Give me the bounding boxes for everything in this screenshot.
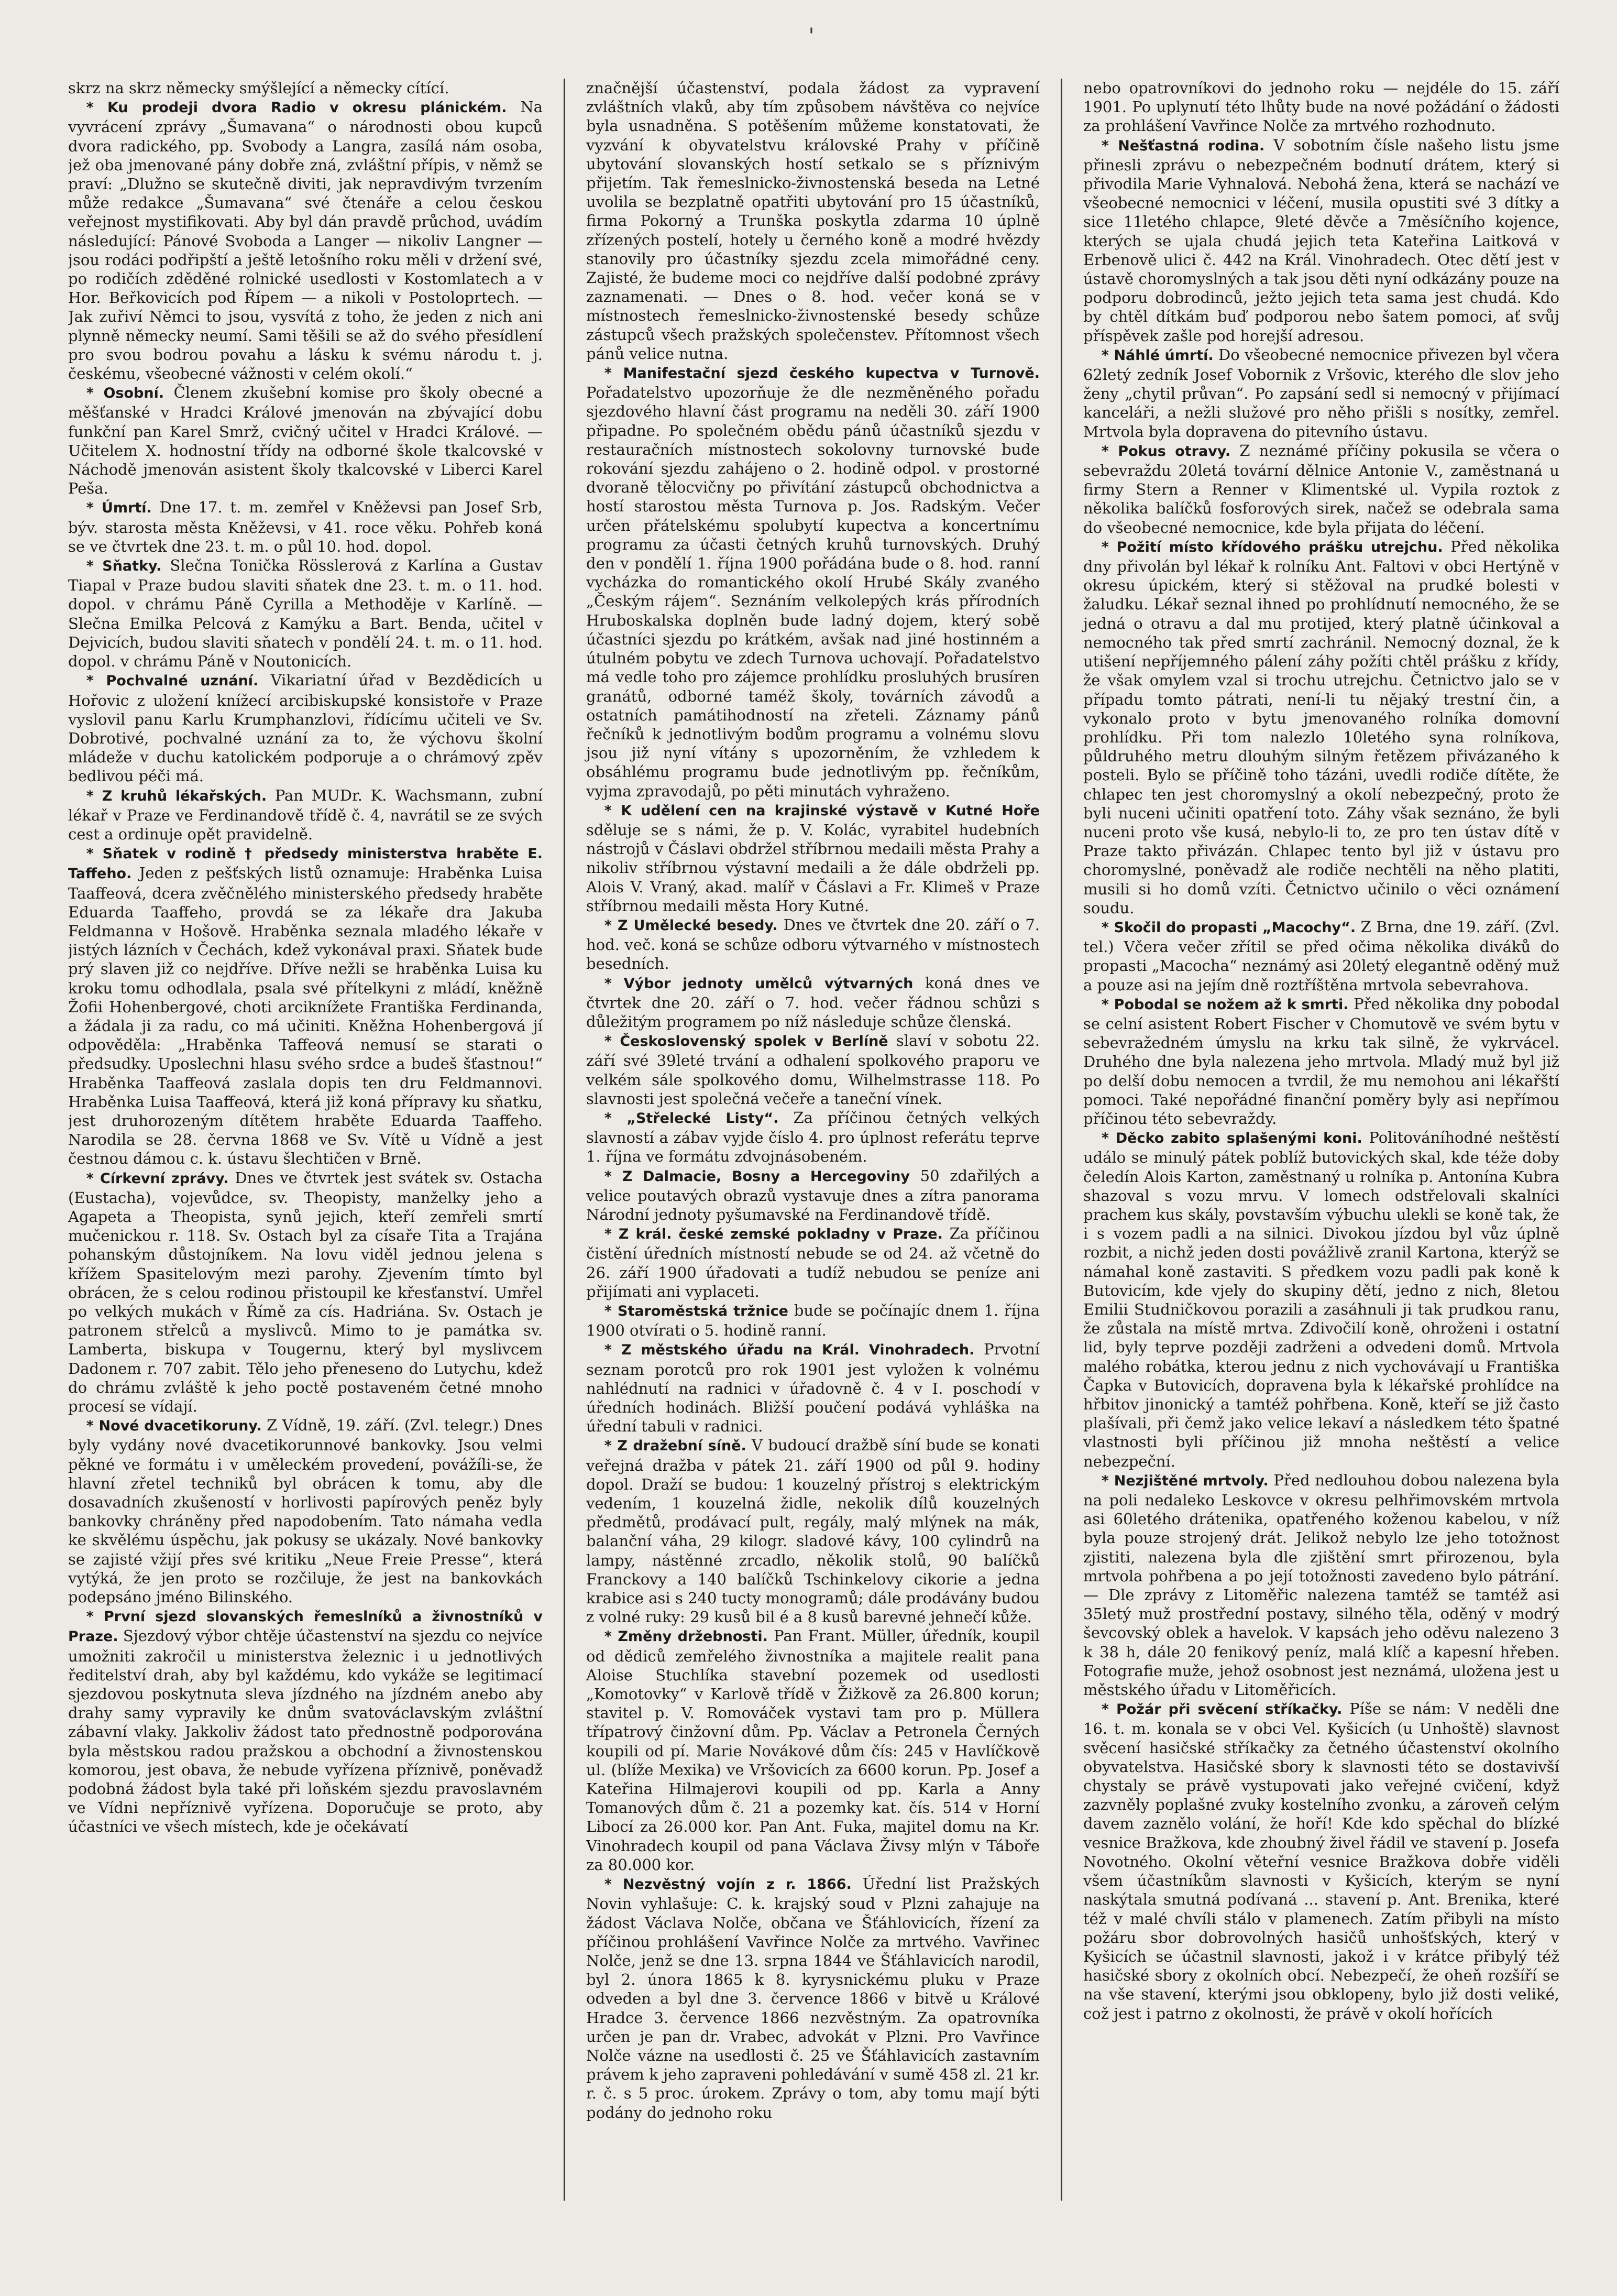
article-text: Z Vídně, 19. září. (Zvl. telegr.) Dnes byly vydány nové dvacetikorunnové bankovky. Jsou velmi pěkné ve formátu i v uměleckém provedení, povážíli-se, že hlavní zřetel techniků byl obrácen k tomu, aby dle dosavadních zkušeností v horlivosti papírových peněz byly bankovky chráněny před napodobením. Tato námaha vedla ke skvělému úspěchu, jak pokusy se ukázaly. Nové bankovky se zajisté vžijí přes své kritiku „Neue Freie Presse“, která vytýká, že jen proto se rozčiluje, že jest na bankovkách podepsáno jméno Bilinského. — [68, 1416, 543, 1606]
article — [1083, 994, 1559, 1128]
article — [68, 383, 543, 498]
article — [1083, 1699, 1559, 2022]
article — [1083, 79, 1559, 136]
article-text: Za příčinou četných velkých slavností a zábav vyjde číslo 4. pro úplnost referátu teprve 1. října ve formátu zdvojnásobeném. — [586, 1108, 1040, 1166]
column-2 — [565, 79, 1062, 2201]
article — [586, 974, 1040, 1032]
page-mark: ' — [808, 24, 815, 48]
article-heading: * Manifestační sjezd českého kupectva v Turnově. — [604, 365, 1040, 381]
article-text: Prvotní seznam porotců pro rok 1901 jest vyložen k volnému nahlédnutí na radnici v úřadovně č. 4 v I. poschodí v úředních hodinách. Bližší poučení podává vyhláška na úřední tabuli v radnici. — [586, 1340, 1040, 1436]
article-heading: * Děcko zabito splašenými koni. — [1102, 1130, 1362, 1146]
article-heading: * Pobodal se nožem až k smrti. — [1102, 997, 1349, 1013]
article-heading: * Skočil do propasti „Macochy“. — [1102, 920, 1356, 936]
article — [1083, 345, 1559, 441]
article — [68, 671, 543, 785]
article — [1083, 136, 1559, 345]
article — [586, 1108, 1040, 1166]
article — [586, 1224, 1040, 1301]
article-text: Před nedlouhou dobou nalezena byla na poli nedaleko Leskovce v okresu pelhřimovském mrtvola asi 60letého drátenika, opatřeného koženou kabelou, v níž byla pouze strojený drát. Jelikož nebylo lze jeho totožnost zjistiti, nalezena byla dle zjištění smrt přirozenou, byla mrtvola pohřbena a po její totožnosti zavedeno bylo pátrání. — Dle zprávy z Litoměřic nalezena tamtéž se tamtéž asi 35letý muž prostřední postavy, silného těla, oděný v modrý ševcovský oblek a havelok. V kapsách jeho oděvu nalezeno 3 k 38 h, dále 20 fenikový peníz, malá klíč a kapesní hřeben. Fotografie muže, jehož osobnost jest neznámá, uložena jest u městského úřadu v Litoměřicích. — [1083, 1471, 1559, 1699]
article-heading: * Výbor jednoty umělců výtvarných — [604, 976, 914, 992]
article-heading: * Sňatek v rodině † předsedy ministerstva hraběte E. Taffeho. — [68, 846, 543, 882]
article — [68, 786, 543, 844]
article-text: V sobotním čísle našeho listu jsme přinesli zprávu o nebezpečném bodnutí drátem, který si přivodila Marie Vyhnalová. Nebohá žena, která se nachází ve všeobecné nemocnici v léčení, musila opustiti své 3 dítky a sice 11letého chlapce, 9leté děvče a 7měsíčního kojence, kterých se ujala chudá jejich teta Kateřina Laitková v Erbenově ulici č. 442 na Král. Vinohradech. Otec dětí jest v ústavě choromyslných a tak jsou děti nyní odkázány pouze na podporu dobrodinců, ježto jejich teta sama jest chudá. Kdo by chtěl dítkám buď podporou nebo šatem pomoci, ať svůj příspěvek zašle pod horejší adresou. — [1083, 136, 1559, 345]
article — [586, 1626, 1040, 1874]
article-text: Na vyvrácení zprávy „Šumavana“ o národnosti obou kupců dvora radického, pp. Svobody a Langra, zasílá nám osoba, jež oba jmenované pány dobře zná, zvláštní přípis, v němž se praví: „Dlužno se skutečně diviti, jak nepravdivým tvrzením může redakce „Šumavana“ své čtenáře a celou českou veřejnost mystifikovati. Aby byl dán pravdě průchod, uvádím následující: Pánové Svoboda a Langer — nikoliv Langner — jsou rodáci podřipští a ještě letošního roku měli v držení své, po rodičích zděděné rolnické usedlosti v Kostomlatech a v Hor. Beřkovicích pod Řípem — a nikoli v Postoloprtech. — Jak zuřiví Němci to jsou, vysvítá z toho, že jeden z nich ani plynně německy neumí. Sami těšili se až do svého přesídlení pro svou bodrou povahu a lásku k svému národu t. j. českému, všeobecné vážnosti v celém okolí.“ — [68, 98, 543, 383]
article-heading: * Ku prodeji dvora Radio v okresu plánickém. — [86, 100, 507, 116]
article-text: Před několika dny pobodal se celní asistent Robert Fischer v Chomutově ve svém bytu v sebevražedném úmyslu na krku tak silně, že vykrvácel. Druhého dne byla nalezena jeho mrtvola. Mladý muž byl již po delší dobu nemocen a tvrdil, že mu nemohou ani lékařští pomoci. Také nepořádné finanční poměry byly asi nepřímou příčinou této sebevraždy. — [1083, 994, 1559, 1128]
column-3 — [1062, 79, 1559, 2201]
article-text: Členem zkušební komise pro školy obecné a měšťanské v Hradci Králové jmenován na zbývající dobu funkční pan Karel Smrž, cvičný učitel v Hradci Králové. — Učitelem X. hodnostní třídy na odborné škole tkalcovské v Náchodě jmenován asistent školy tkalcovské v Liberci Karel Peša. — [68, 384, 543, 498]
article-text: V budoucí dražbě síní bude se konati veřejná dražba v pátek 21. září 1900 od půl 9. hodiny dopol. Draží se budou: 1 kouzelný přístroj s elektrickým vedením, 1 kouzelná židle, nekolik dílů kouzelných předmětů, prodávací pult, regály, malý mlýnek na mák, balanční váha, 29 kilogr. sladové kávy, 100 cylindrů na lampy, nástěnné zrcadlo, několik stolů, 90 balíčků Franckovy a 140 balíčků Tschinkelovy cikorie a jedna krabice asi s 240 tucty monogramů; dále prodávány budou z volné ruky: 29 kusů bil é a 8 kusů barevné jehnečí kůže. — [586, 1436, 1040, 1626]
article-heading: * Sňatky. — [86, 558, 162, 574]
article — [68, 498, 543, 556]
article-text: nebo opatrovníkovi do jednoho roku — nejdéle do 15. září 1901. Po uplynutí této lhůty bude na nové požádání o žádosti za prohlášení Vavřince Nolče za mrtvého rozhodnuto. — [1083, 79, 1559, 135]
article-text: Pan MUDr. K. Wachsmann, zubní lékař v Praze ve Ferdinandově třídě č. 4, navrátil se ze svých cest a ordinuje opět pravidelně. — [68, 786, 543, 843]
column-1 — [68, 79, 565, 2201]
article-heading: * Československý spolek v Berlíně — [604, 1033, 888, 1049]
article — [68, 556, 543, 671]
article-heading: * Nezjištěné mrtvoly. — [1102, 1473, 1269, 1489]
article — [586, 1340, 1040, 1436]
article — [68, 97, 543, 383]
article-heading: * „Střelecké Listy“. — [604, 1110, 779, 1127]
article-heading: * Náhlé úmrtí. — [1102, 347, 1214, 364]
article-heading: * Z Umělecké besedy. — [604, 917, 778, 934]
article-text: Z neznámé příčiny pokusila se včera o sebevraždu 20letá tovární dělnice Antonie V., zaměstnaná u firmy Stern a Renner v Klimentské ul. Vypila roztok z několika balíčků fosforových sirek, načež se odebrala sama do všeobecné nemocnice, kde byla přijata do léčení. — [1083, 441, 1559, 537]
article — [1083, 537, 1559, 917]
article — [1083, 917, 1559, 994]
article — [68, 844, 543, 1168]
article — [586, 79, 1040, 363]
article-text: skrz na skrz německy smýšlející a německy cítící. — [68, 79, 449, 97]
article — [68, 1606, 543, 1836]
article-heading: * Nešťastná rodina. — [1102, 138, 1265, 154]
article-heading: * Nové dvacetikoruny. — [86, 1418, 262, 1434]
article-heading: * Z kruhů lékařských. — [86, 788, 267, 804]
article-heading: * Z dražební síně. — [604, 1438, 746, 1454]
article — [586, 915, 1040, 974]
article — [68, 1416, 543, 1606]
article-heading: * Pokus otravy. — [1102, 443, 1230, 460]
article-text: Dnes ve čtvrtek dne 20. září o 7. hod. več. koná se schůze odboru výtvarného v místnostech besedních. — [586, 915, 1040, 973]
article-heading: * Církevní zprávy. — [86, 1171, 229, 1187]
article-text: Politováníhodné neštěstí událo se minulý pátek poblíž butovických skal, kde téže doby čeledín Alois Karton, zaměstnaný u rolníka p. Antonína Kubra shazoval s vozu mrvu. V lomech odstřelovali skalníci prachem kus skály, povstavším výbuchu ulekli se koně tak, že i s vozem padli a na silnici. Divokou jízdou byl vůz úplně rozbit, a nichž jeden dosti povážlivě zranil Kartona, kterýž se námahal koně zastaviti. S předkem vozu padli pak koně k Butovicím, kde vjely do skupiny dětí, jedno z nich, 8letou Emilii Studničkovou porazili a zasáhnuli ji tak prudkou ranu, že zůstala na místě mrtva. Zdivočilí koně, ohroženi i ostatní lid, byly teprve později zadrženi a odvedeni domů. Mrtvola malého robátka, kterou jednu z nich vychovávají u Františka Čapka v Butovicích, dopravena byla k lékařské prohlídce na hřbitov jinonický a tamtéž pohřbena. Koně, kteří se již často plašívali, při čemž jako velice lekaví a následkem této špatné vlastnosti byli příčinou již mnoha neštěstí a velice nebezpeční. — [1083, 1129, 1559, 1470]
article-heading: * Změny držebnosti. — [604, 1628, 768, 1645]
article — [586, 363, 1040, 801]
article-heading: * Z král. české zemské pokladny v Praze. — [604, 1226, 943, 1242]
article — [1083, 1128, 1559, 1471]
article-text: Píše se nám: V neděli dne 16. t. m. konala se v obci Vel. Kyšicích (u Unhoště) slavnost svěcení hasičské stříkačky za četného účastenství okolního obyvatelstva. Hasičské sbory k slavnosti této se dostavivší chystaly se právě vystupovati jako veřejné cvičení, když zazvněly poplašné zvuky kostelního zvonku, a zároveň celým davem zaznělo volání, že hoří! Kde kdo spěchal do blízké vesnice Bražkova, kde zhoubný živel řádil ve stavení p. Josefa Novotného. Okolní věteřní vesnice Bražkova dobře viděli všem účastníkům slavnosti v Kyšicích, kterým se nyní naskýtala smutná podívaná ... stavení p. Ant. Brenika, které též v malé chvíli stálo v plamenech. Zatím přibyli na místo požáru sbor dobrovolných hasičů unhošťských, který v Kyšicích se účastnil slavnosti, jakož i v krátce přibylý též hasičské sbory z okolních obcí. Nebezpečí, že oheň rozšíří se na vše stavení, kterými jsou obklopeny, bylo již dosti veliké, což jest i patrno z okolnosti, že právě v okolí hořících — [1083, 1700, 1559, 2022]
article-text: Do všeobecné nemocnice přivezen byl včera 62letý zedník Josef Vobornik z Vršovic, kterého dle slov jeho ženy „chytil průvan“. Po zapsání sedl si nemocný v přijímací kanceláři, a nežli služové pro něho přišli s nosítky, zemřel. Mrtvola byla dopravena do pitevního ústavu. — [1083, 345, 1559, 441]
article-heading: * První sjezd slovanských řemeslníků a živnostníků v Praze. — [68, 1609, 543, 1645]
article — [1083, 441, 1559, 537]
article-heading: * Z městského úřadu na Král. Vinohradech. — [604, 1342, 975, 1358]
article — [586, 1301, 1040, 1340]
article-text: sděluje se s námi, že p. V. Kolác, vyrabitel hudebních nástrojů v Čáslavi obdržel stříbrnou medaili města Prahy a nikoliv stříbrnou výstavní medaili a že dále obdrželi pp. Alois V. Vraný, akad. malíř v Čáslavi a Fr. Klimeš v Praze stříbrnou medaili města Hory Kutné. — [586, 821, 1040, 915]
article-text: Dnes ve čtvrtek jest svátek sv. Ostacha (Eustacha), vojevůdce, sv. Theopisty, manželky jeho a Agapeta a Theopista, synů jejich, kteří zemřeli smrtí mučenickou r. 118. Sv. Ostach byl za císaře Tita a Trajána pohanským důstojníkem. Na lovu viděl jednou jelena s křížem Spasitelovým mezi parohy. Zjevením tímto byl obrácen, že s celou rodinou přistoupil ke křesťanství. Umřel po velkých mukách v Římě za cís. Hadriána. Sv. Ostach je patronem střelců a myslivců. Mimo to je památka sv. Lamberta, biskupa v Tougernu, který byl myslivcem Dadonem r. 707 zabit. Tělo jeho přeneseno do Lutychu, kdež do chrámu zvláště k jeho poctě postaveném četné mnoho procesí se vídají. — [68, 1168, 543, 1416]
article-heading: * Požár při svěcení stříkačky. — [1102, 1701, 1343, 1718]
article-text: 50 zdařilých a velice poutavých obrazů vystavuje dnes a zítra panorama Národní jednoty pyšumavské na Ferdinandově třídě. — [586, 1166, 1040, 1223]
article-text: Z Brna, dne 19. září. (Zvl. tel.) Včera večer zřítil se před očima několika diváků do propasti „Macocha“ neznámý asi 20letý elegantně oděný muž a pouze asi na jejím dně roztříštěna mrtvola sebevrahova. — [1083, 917, 1559, 994]
columns — [68, 79, 1559, 2201]
article-text: značnější účastenství, podala žádost za vypravení zvláštních vlaků, aby tím způsobem návštěva co nejvíce byla usnadněna. S potěšením můžeme konstatovati, že vyzvání k obyvatelstvu královské Prahy v příčině ubytování slovanských hostí setkalo se s příznivým přijetím. Tak řemeslnicko-živnostenská beseda na Letné uvolila se bezplatně opatřiti ubytování pro 15 účastníků, firma Pokorný a Trunška poskytla zdarma 10 úplně zřízených postelí, hotely u černého koně a modré hvězdy stanovily pro účastníky sjezdu zcela mimořádné ceny. Zajisté, že budeme moci co nejdříve další podobné zprávy zaznamenati. — Dnes o 8. hod. večer koná se v místnostech řemeslnicko-živnostenské besedy schůze zástupců všech pražských společenstev. Přítomnost všech pánů velice nutna. — [586, 79, 1040, 363]
article-text: Vikariatní úřad v Bezdědicích u Hořovic z uložení knížecí arcibiskupské konsistoře v Praze vyslovil panu Karlu Krumphanzlovi, řídícímu učiteli ve Sv. Dobrotivé, pochvalné uznání za to, že výchovu školní mládeže v duchu katolickém podporuje a o chrámový zpěv bedlivou péči má. — [68, 671, 543, 785]
article — [586, 801, 1040, 915]
article — [586, 1166, 1040, 1224]
article-heading: * Staroměstská tržnice — [604, 1303, 788, 1319]
article — [586, 1436, 1040, 1626]
article-text: bude se počínajíc dnem 1. října 1900 otvírati o 5. hodině ranní. — [586, 1302, 1040, 1340]
article — [68, 1168, 543, 1416]
article — [586, 1031, 1040, 1108]
article-heading: * Úmrtí. — [86, 500, 152, 516]
article — [68, 79, 543, 97]
article-heading: * Nezvěstný vojín z r. 1866. — [604, 1876, 852, 1893]
article-heading: * K udělení cen na krajinské výstavě v Kutné Hoře — [604, 803, 1040, 819]
article-text: Jeden z pešťských listů oznamuje: Hraběnka Luisa Taaffeová, dcera zvěčnělého ministerského předsedy hraběte Eduarda Taaffeho, provdá se za lékaře dra Jakuba Feldmanna v Hošově. Hraběnka seznala mladého lékaře v jistých lázních v Čechách, kdež vykonával praxi. Sňatek bude prý slaven již co nejdříve. Dříve nežli se hraběnka Luisa ku kroku tomu odhodlala, psala své přítelkyni z mládí, kněžně Žofii Hohenbergové, choti arciknížete Františka Ferdinanda, a žádala ji za radu, co má učiniti. Kněžna Hohenbergová jí odpověděla: „Hraběnka Taffeová nemusí se starati o předsudky. Uposlechni hlasu svého srdce a budeš šťastnou!“ Hraběnka Taaffeová zaslala dopis ten dru Feldmannovi. Hraběnka Luisa Taaffeová, která již koná přípravy ku sňatku, jest druhorozeným dítětem hraběte Eduarda Taaffeho. Narodila se 28. června 1868 ve Sv. Vítě u Vídně a jest čestnou dámou c. k. ústavu šlechtičen v Brně. — [68, 864, 543, 1168]
article-heading: * Pochvalné uznání. — [86, 673, 259, 689]
article-text: Dne 17. t. m. zemřel v Kněževsi pan Josef Srb, býv. starosta města Kněževsi, v 41. roce věku. Pohřeb koná se ve čtvrtek dne 23. t. m. o půl 10. hod. dopol. — [68, 498, 543, 555]
article-heading: * Požití místo křídového prášku utrejchu. — [1102, 539, 1443, 555]
article — [1083, 1471, 1559, 1699]
article-text: Před několika dny přivolán byl lékař k rolníku Ant. Faltovi v obci Hertýně v okresu úpickém, který si stěžoval na prudké bolesti v žaludku. Lékař seznal ihned po prohlídnutí nemocného, že se jedná o otravu a dal mu protijed, který platně účinkoval a nemocného tak před smrtí zachránil. Nemocný doznal, že k utišení nepříjemného pálení záhy požíti chtěl prášku z křídy, že však omylem vzal si trochu utrejchu. Četnictvo jalo se v případu tomto pátrati, není-li tu nějaký trestní čin, a vykonalo proto v bytu jmenovaného rolníka domovní prohlídku. Při tom nalezlo 10letého syna rolníkova, půldruhého metru dlouhým silným řetězem přivázaného k posteli. Bylo se příčině toho tázáni, uvedli rodiče dítěte, že chlapec ten jest choromyslný a okolí nebezpečný, proto že byli nuceni učiniti opatření toto. Záhy však seznáno, že byli nuceni proto vše kusá, nebylo-li to, ze pro ten ústav dítě v Praze takto přivázán. Chlapec tento byl již v ústavu pro choromyslné, poněvadž ale rodiče nechtěli na něho platiti, musili si ho domů vzíti. Četnictvo učinilo o věci oznámení soudu. — [1083, 537, 1559, 917]
article-text: koná dnes ve čtvrtek dne 20. září o 7. hod. večer řádnou schůzi s důležitým programem po níž následuje schůze členská. — [586, 974, 1040, 1031]
article-text: Sjezdový výbor chtěje účastenství na sjezdu co nejvíce umožniti zakročil u ministerstva železnic i u jednotlivých ředitelství drah, aby byl každému, kdo vykáže se legitimací sjezdovou poskytnuta sleva jízdného na jízdném anebo aby drahy samy vypravily ke dnům svatováclavským zvláštní zábavní vlaky. Jakkoliv žádost tato přednostně podporována byla městskou radou pražskou a obchodní a živnostenskou komorou, jest obava, že nebude vyřízena příznivě, poněvadž podobná žádost byla také při loňském sjezdu pravoslavném ve Vídni nepříznivě vyřízena. Doporučuje se proto, aby účastníci ve všech místech, kde je očekávatí — [68, 1627, 543, 1836]
article-text: Pan Frant. Müller, úředník, koupil od dědiců zemřelého živnostníka a majitele realit pana Aloise Stuchlíka stavební pozemek od usedlosti „Komotovky“ v Karlově třídě v Žižkově za 26.800 korun; stavitel p. V. Romováček vystavi tam pro p. Müllera třípatrový činžovní dům. Pp. Václav a Petronela Černých koupili od pí. Marie Novákové dům čís: 245 v Havlíčkově ul. (blíže Mexika) ve Vršovicích za 6600 korun. Pp. Josef a Kateřina Hilmajerovi koupili od pp. Karla a Anny Tomanových dům č. 21 a pozemky kat. čís. 514 v Horní Libocí za 26.000 kor. Pan Ant. Fuka, majitel domu na Kr. Vinohradech koupil od pana Václava Živsy mlýn v Táboře za 80.000 kor. — [586, 1627, 1040, 1874]
article-text: Pořadatelstvo upozorňuje že dle nezměněného pořadu sjezdového hlavní část programu na neděli 30. září 1900 připadne. Po společném obědu pánů účastníků sjezdu v restauračních místnostech sokolovny turnovské bude rokování sjezdu zahájeno o 2. hodině odpol. v prostorné dvoraně tělocvičny po přivítání zástupců obchodnictva a hostí starostou města Turnova p. Jos. Radským. Večer určen přátelskému spolubytí kupectva a koncertnímu programu za účasti četných kruhů turnovských. Druhý den v pondělí 1. října 1900 pořádána bude o 8. hod. ranní vycházka do romantického okolí Hrubé Skály zvaného „Českým rájem“. Seznáním velkolepých krás přírodních Hruboskalska doplněn bude ladný dojem, který sobě účastníci sjezdu po krátkém, avšak nad jiné hostinném a útulném pobytu ve zdech Turnova uchovají. Pořadatelstvo má vedle toho pro zájemce prohlídku prosluhých brusíren granátů, odborné taméž školy, továrních závodů a ostatních památihodností na zřeteli. Záznamy pánů řečníků k jednotlivým bodům programu a volnému slovu jsou již nyní vítány s upozorněním, že vzhledem k obsáhlému programu bude jednotlivým pp. řečníkům, vyjma zpravodajů, po pěti minutách vyhraženo. — [586, 384, 1040, 800]
article-text: Za příčinou čistění úředních místností nebude se od 24. až včetně do 26. září 1900 úřadovati a tudíž nebudou se peníze ani přijímati ani vyplaceti. — [586, 1224, 1040, 1300]
article — [586, 1874, 1040, 2122]
article-text: slaví v sobotu 22. září své 39leté trvání a odhalení spolkového praporu ve velkém sále spolkového domu, Wilhelmstrasse 118. Po slavnosti jest společná večeře a taneční vínek. — [586, 1032, 1040, 1108]
article-text: Slečna Tonička Rösslerová z Karlína a Gustav Tiapal v Praze budou slaviti sňatek dne 23. t. m. o 11. hod. dopol. v chrámu Páně Cyrilla a Methoděje v Karlíně. — Slečna Emilka Pelcová z Kamýku a Bart. Benda, učitel v Dejvicích, budou slaviti sňatech v pondělí 24. t. m. o 11. hod. dopol. v chrámu Páně v Noutonicích. — [68, 556, 543, 671]
article-text: Úřední list Pražských Novin vyhlašuje: C. k. krajský soud v Plzni zahajuje na žádost Václava Nolče, občana ve Šťáhlovicích, řízení za příčinou prohlášení Vavřince Nolče za mrtvého. Vavřinec Nolče, jenž se dne 13. srpna 1844 ve Šťáhlavicích narodil, byl 2. února 1865 k 8. kyrysnickému pluku v Praze odveden a byl dne 3. července 1866 v bitvě u Králové Hradce 3. července 1866 nezvěstným. Za opatrovníka určen je pan dr. Vrabec, advokát v Plzni. Pro Vavřince Nolče vázne na usedlosti č. 25 ve Šťáhlavicích zastavním právem k jeho zapraveni pohledávání v sumě 458 zl. 21 kr. r. č. s 5 proc. úrokem. Zprávy o tom, aby tomu mají býti podány do jednoho roku — [586, 1875, 1040, 2122]
article-heading: * Z Dalmacie, Bosny a Hercegoviny — [604, 1168, 910, 1185]
article-heading: * Osobní. — [86, 385, 164, 401]
